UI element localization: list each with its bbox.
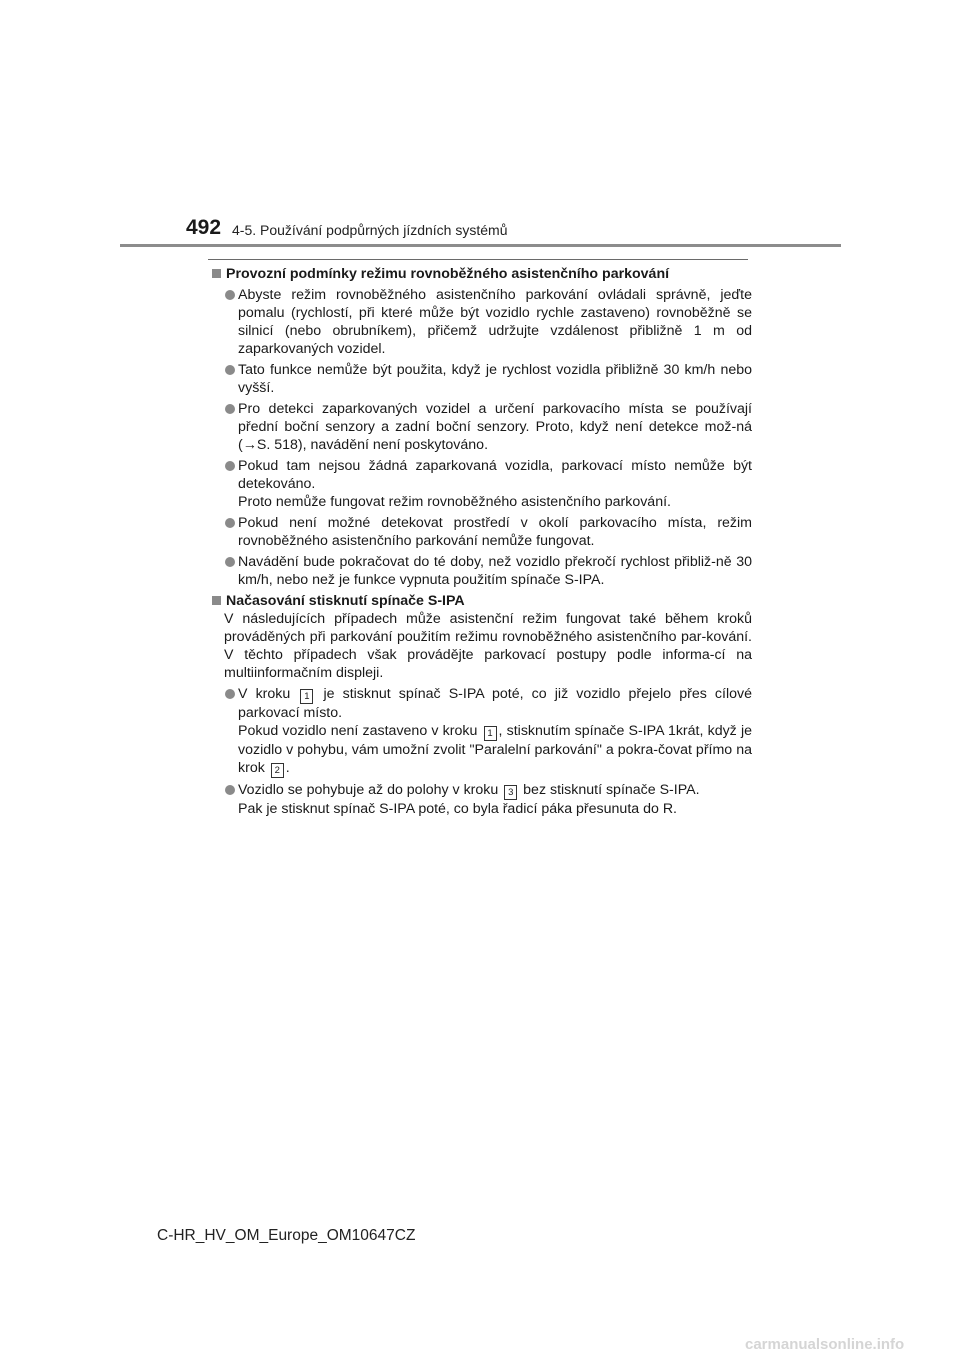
- subsection-heading: [208, 265, 752, 283]
- bullet-item: [208, 514, 752, 550]
- text-run: .: [285, 760, 290, 776]
- bullet-text: Pokud není možné detekovat prostředí v okolí parkovacího místa, režim rovnoběžného asistenčního parkování nemůže fungovat.: [238, 515, 752, 549]
- text-run: V kroku: [238, 686, 299, 702]
- bullet-text: Proto nemůže fungovat režim rovnoběžného asistenčního parkování.: [238, 494, 671, 510]
- bullet-text: Abyste režim rovnoběžného asistenčního parkování ovládali správně, jeďte pomalu (rychlostí, při které může být vozidlo rychle zastaveno) rovnoběžně se silnicí (nebo obrubníkem), přičemž udržujte vzdálenost přibližně 1 m od zaparkovaných vozidel.: [238, 287, 752, 357]
- bullet-item: [208, 685, 752, 778]
- bullet-text: Tato funkce nemůže být použita, když je rychlost vozidla přibližně 30 km/h nebo vyšší.: [238, 362, 752, 396]
- footer-doc-id: C-HR_HV_OM_Europe_OM10647CZ: [157, 1227, 416, 1244]
- round-bullet-icon: [225, 785, 235, 795]
- step-number-box: 1: [484, 726, 497, 741]
- bullet-item: [208, 457, 752, 511]
- bullet-text: [238, 781, 752, 800]
- square-bullet-icon: [212, 596, 221, 605]
- bullet-text: [238, 722, 752, 778]
- square-bullet-icon: [212, 269, 221, 278]
- text-run: Vozidlo se pohybuje až do polohy v kroku: [238, 782, 503, 798]
- bullet-item: [208, 553, 752, 589]
- step-number-box: 3: [504, 785, 517, 800]
- round-bullet-icon: [225, 404, 235, 414]
- round-bullet-icon: [225, 290, 235, 300]
- subsection-heading-text: Načasování stisknutí spínače S-IPA: [226, 593, 465, 609]
- round-bullet-icon: [225, 557, 235, 567]
- round-bullet-icon: [225, 461, 235, 471]
- header-rule: [120, 244, 841, 247]
- bullet-item: [208, 286, 752, 358]
- text-run: Pokud vozidlo není zastaveno v kroku: [238, 723, 482, 739]
- bullet-text: Pro detekci zaparkovaných vozidel a určení parkovacího místa se používají přední boční senzory a zadní boční senzory. Proto, když není detekce mož-ná (→S. 518), navádění není poskytováno.: [238, 401, 752, 453]
- section-title: 4-5. Používání podpůrných jízdních systémů: [232, 222, 508, 238]
- subsection-heading-text: Provozní podmínky režimu rovnoběžného asistenčního parkování: [226, 266, 670, 282]
- bullet-text: Pokud tam nejsou žádná zaparkovaná vozidla, parkovací místo nemůže být detekováno.: [238, 458, 752, 492]
- content-rule: [208, 259, 748, 260]
- bullet-text: [238, 800, 752, 818]
- step-number-box: 1: [300, 689, 313, 704]
- text-run: bez stisknutí spínače S-IPA.: [519, 782, 700, 798]
- watermark: carmanualsonline.info: [745, 1336, 905, 1353]
- intro-paragraph: V následujících případech může asistenční režim fungovat také během kroků prováděných při parkování použitím režimu rovnoběžného asistenčního par-kování. V těchto případech však provádějte parkovací postupy podle informa-cí na multiinformačním displeji.: [224, 611, 752, 681]
- bullet-text: [238, 685, 752, 722]
- bullet-item: [208, 361, 752, 397]
- bullet-item: [208, 781, 752, 818]
- text-run: Pak je stisknut spínač S-IPA poté, co byla řadicí páka přesunuta do R.: [238, 801, 678, 817]
- bullet-item: [208, 400, 752, 454]
- page-content: [208, 265, 752, 818]
- round-bullet-icon: [225, 689, 235, 699]
- bullet-text: Navádění bude pokračovat do té doby, než vozidlo překročí rychlost přibliž-ně 30 km/h, nebo než je funkce vypnuta použitím spínače S-IPA.: [238, 554, 752, 588]
- step-number-box: 2: [271, 763, 284, 778]
- text-run: je stisknut spínač S-IPA poté, co již vozidlo přejelo přes cílové parkovací místo.: [238, 686, 752, 721]
- page-number: 492: [186, 216, 222, 239]
- text-run: , stisknutím spínače S-IPA 1krát, když je vozidlo v pohybu, vám umožní zvolit "Paralelní parkování" a pokra-čovat přímo na krok: [238, 723, 752, 776]
- subsection-heading: [208, 592, 752, 610]
- round-bullet-icon: [225, 518, 235, 528]
- round-bullet-icon: [225, 365, 235, 375]
- page-header: [0, 0, 960, 250]
